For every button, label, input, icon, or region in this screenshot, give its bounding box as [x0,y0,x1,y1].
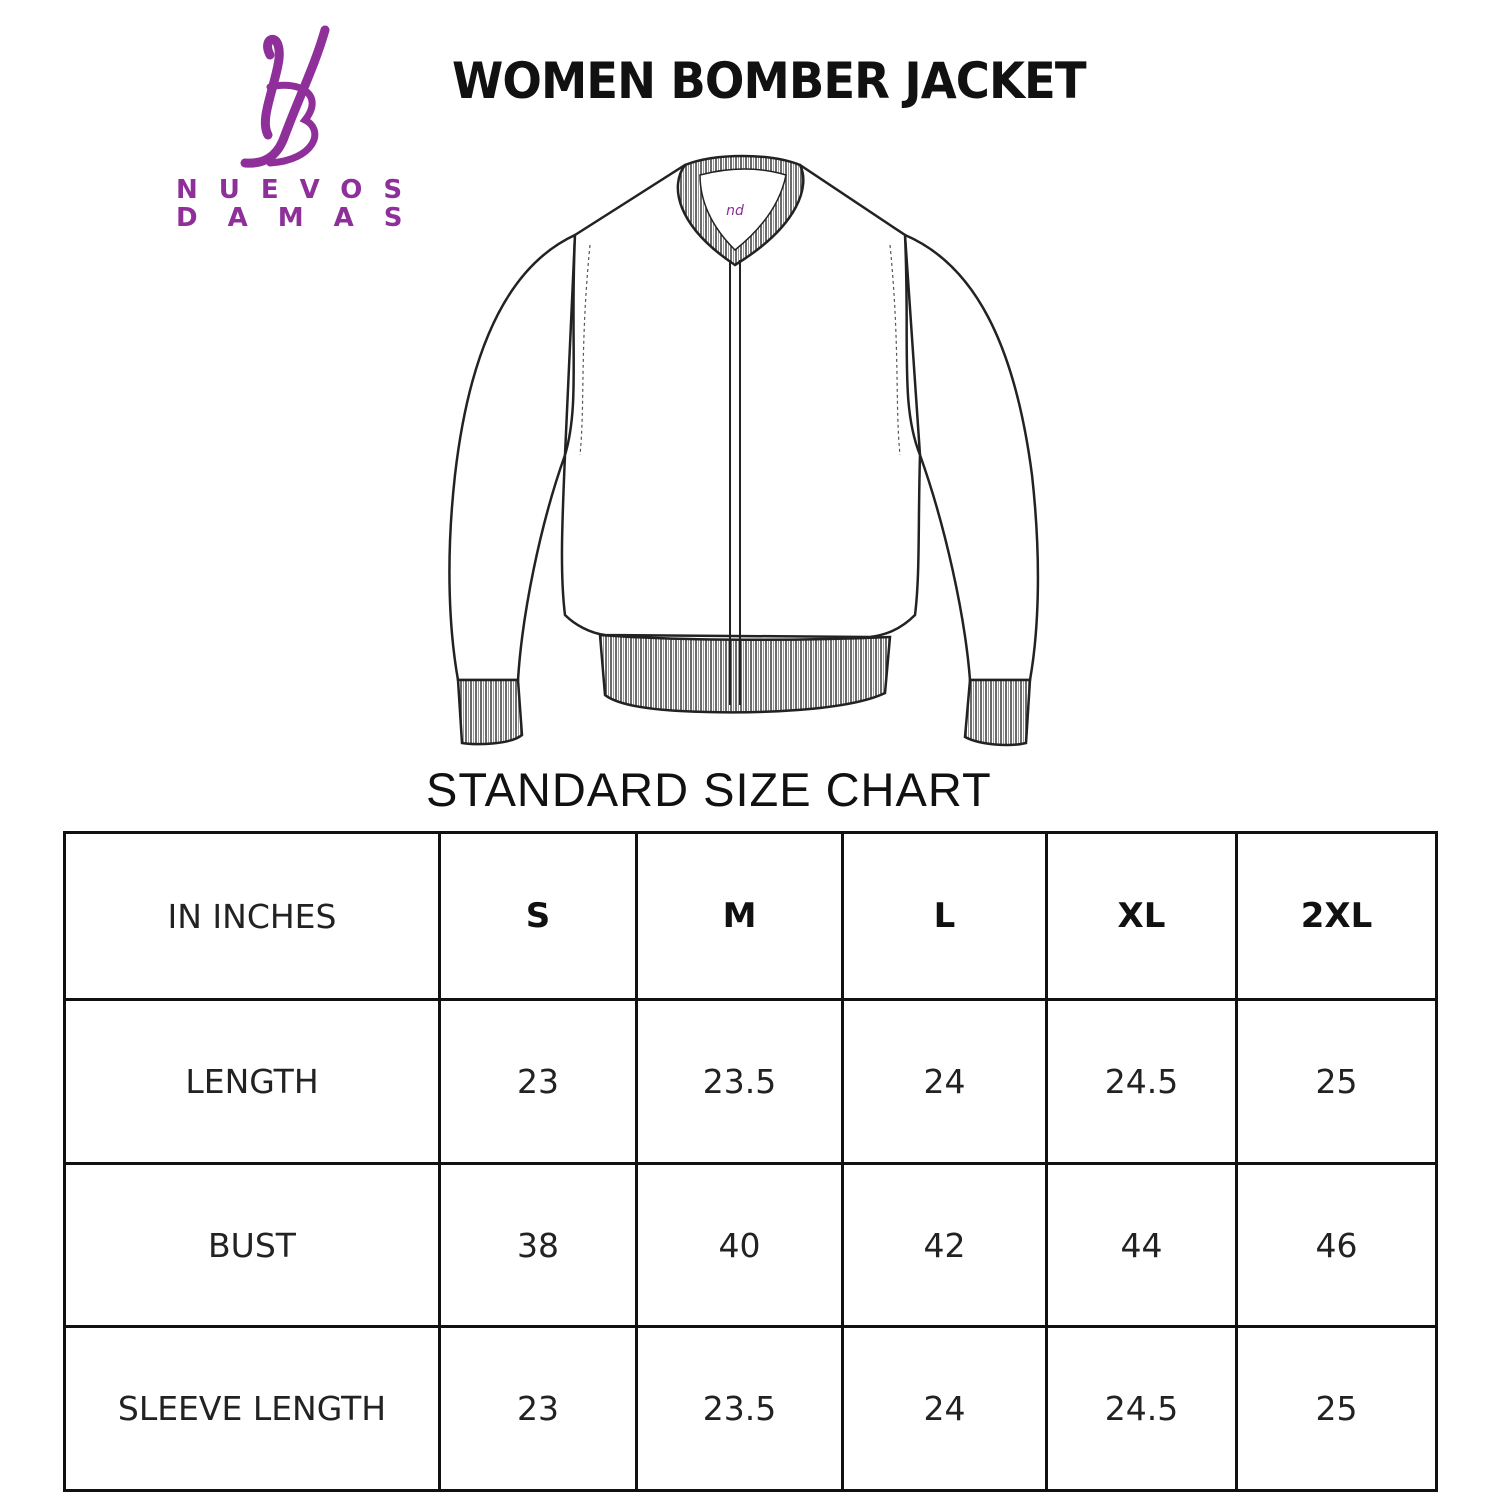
table-cell: 46 [1237,1163,1437,1327]
size-header-m: M [637,833,843,1000]
table-cell: 24 [843,1327,1047,1491]
table-cell: 24.5 [1047,1000,1237,1164]
size-header-l: L [843,833,1047,1000]
row-label: BUST [65,1163,440,1327]
table-cell: 23.5 [637,1327,843,1491]
size-header-xl: XL [1047,833,1237,1000]
unit-label: IN INCHES [65,833,440,1000]
table-cell: 23.5 [637,1000,843,1164]
table-cell: 23 [440,1000,637,1164]
row-label: SLEEVE LENGTH [65,1327,440,1491]
table-cell: 42 [843,1163,1047,1327]
brand-name-line1: NUEVOS [176,175,424,205]
size-chart-table [63,831,1438,1492]
chart-subtitle: STANDARD SIZE CHART [426,763,992,816]
nd-monogram-icon [230,25,340,175]
table-cell: 24 [843,1000,1047,1164]
size-header-s: S [440,833,637,1000]
table-cell: 25 [1237,1000,1437,1164]
size-header-2xl: 2XL [1237,833,1437,1000]
page-title: WOMEN BOMBER JACKET [452,52,1086,110]
table-cell: 44 [1047,1163,1237,1327]
table-row-length [65,1000,1437,1164]
table-cell: 38 [440,1163,637,1327]
table-header-row [65,833,1437,1000]
brand-name-line2: DAMAS [176,203,433,233]
row-label: LENGTH [65,1000,440,1164]
table-cell: 25 [1237,1327,1437,1491]
table-row-bust [65,1163,1437,1327]
table-cell: 23 [440,1327,637,1491]
bomber-jacket-icon [430,145,1060,760]
table-cell: 24.5 [1047,1327,1237,1491]
svg-text:nd: nd [726,203,744,219]
brand-logo [170,25,433,240]
table-row-sleeve-length [65,1327,1437,1491]
table-cell: 40 [637,1163,843,1327]
